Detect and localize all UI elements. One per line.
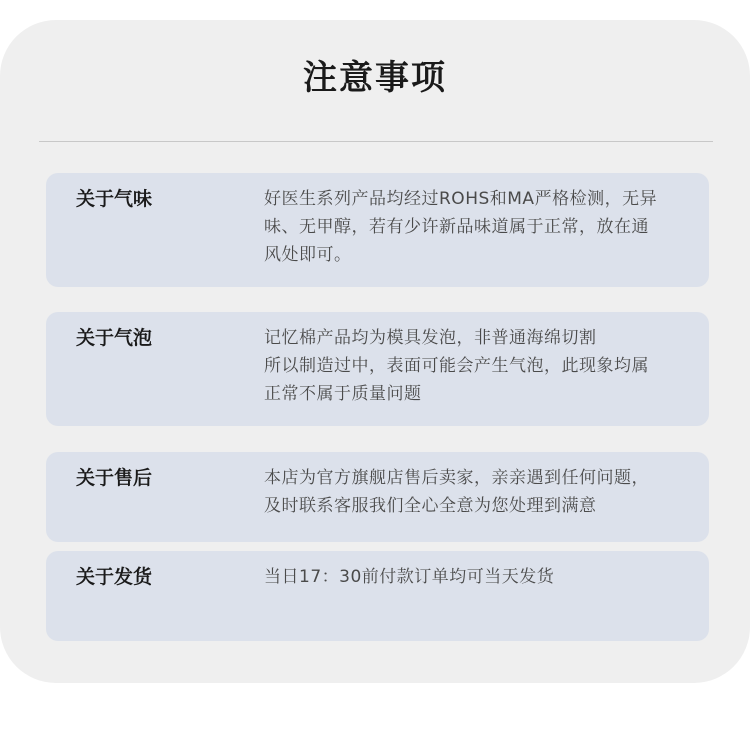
title-divider [39, 141, 713, 142]
notice-label: 关于气泡 [76, 327, 153, 349]
notice-label: 关于气味 [76, 188, 153, 210]
notice-line: 记忆棉产品均为模具发泡，非普通海绵切割 [264, 328, 597, 348]
notice-card-smell [46, 173, 709, 287]
notice-card-aftersales [46, 452, 709, 542]
notice-line: 风处即可。 [264, 245, 352, 265]
page-title: 注意事项 [303, 58, 447, 98]
notice-body [264, 464, 694, 520]
notice-line: 及时联系客服我们全心全意为您处理到满意 [264, 496, 597, 516]
notice-body [264, 563, 694, 591]
notice-label: 关于售后 [76, 467, 153, 489]
notice-body [264, 324, 694, 408]
notice-line: 正常不属于质量问题 [264, 384, 422, 404]
notice-line: 当日17：30前付款订单均可当天发货 [264, 567, 555, 587]
notice-line: 好医生系列产品均经过ROHS和MA严格检测，无异 [264, 189, 658, 209]
notice-line: 所以制造过中，表面可能会产生气泡，此现象均属 [264, 356, 649, 376]
notice-body [264, 185, 694, 269]
notice-label: 关于发货 [76, 566, 153, 588]
notice-card-bubbles [46, 312, 709, 426]
notice-line: 味、无甲醇，若有少许新品味道属于正常，放在通 [264, 217, 649, 237]
notice-line: 本店为官方旗舰店售后卖家，亲亲遇到任何问题， [264, 468, 649, 488]
notice-card-shipping [46, 551, 709, 641]
